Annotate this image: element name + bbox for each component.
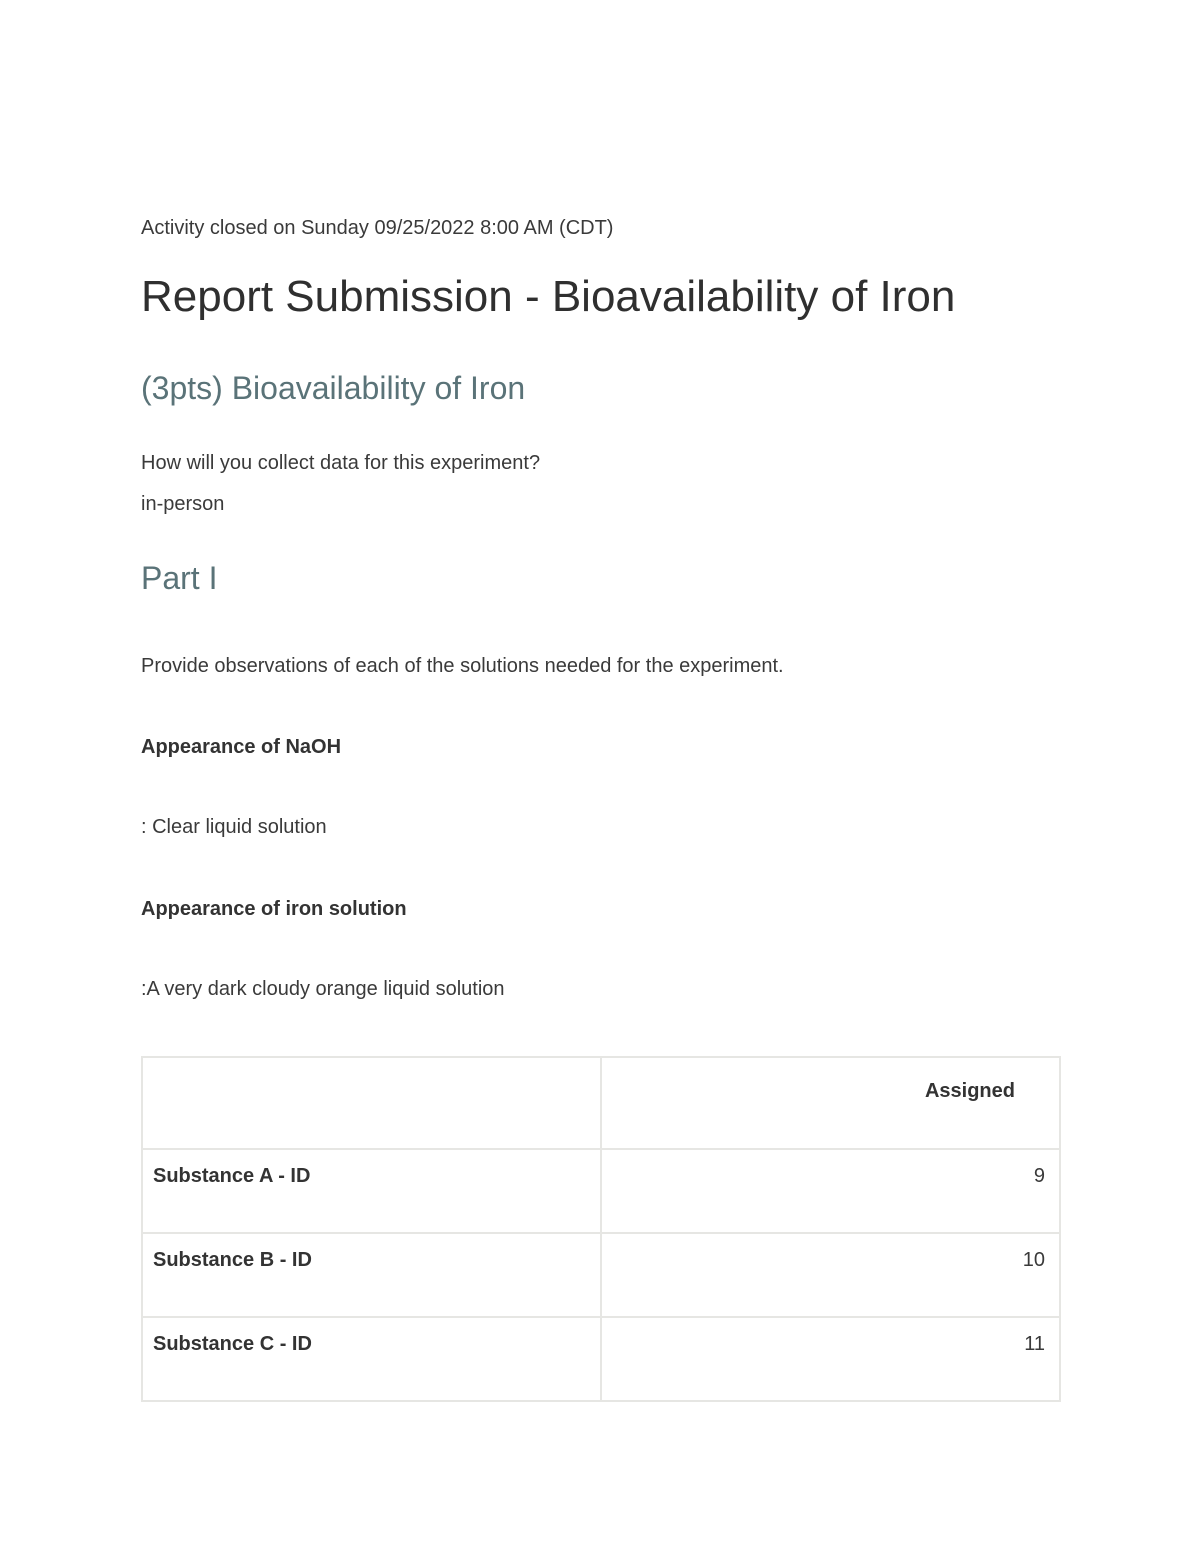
page-title: Report Submission - Bioavailability of Iron <box>141 272 956 321</box>
activity-closed-notice: Activity closed on Sunday 09/25/2022 8:00 AM (CDT) <box>141 217 614 239</box>
substance-b-label: Substance B - ID <box>142 1233 601 1317</box>
table-header-assigned: Assigned <box>601 1057 1060 1149</box>
iron-appearance-value: :A very dark cloudy orange liquid solution <box>141 978 505 1000</box>
table-header-empty <box>142 1057 601 1149</box>
naoh-appearance-value: : Clear liquid solution <box>141 816 327 838</box>
data-collection-question: How will you collect data for this experiment? <box>141 452 541 474</box>
table-row <box>142 1317 1060 1401</box>
naoh-appearance-label: Appearance of NaOH <box>141 736 342 758</box>
iron-appearance-label: Appearance of iron solution <box>141 898 407 920</box>
substance-id-table <box>141 1056 1061 1402</box>
table-row <box>142 1149 1060 1233</box>
data-collection-answer: in-person <box>141 493 225 515</box>
substance-a-value: 9 <box>601 1149 1060 1233</box>
section-heading-part-1: Part I <box>141 560 218 596</box>
section-heading-bioavailability: (3pts) Bioavailability of Iron <box>141 370 526 406</box>
substance-c-label: Substance C - ID <box>142 1317 601 1401</box>
substance-b-value: 10 <box>601 1233 1060 1317</box>
substance-a-label: Substance A - ID <box>142 1149 601 1233</box>
substance-c-value: 11 <box>601 1317 1060 1401</box>
table-header-row <box>142 1057 1060 1149</box>
part-1-instruction: Provide observations of each of the solutions needed for the experiment. <box>141 655 784 677</box>
table-row <box>142 1233 1060 1317</box>
